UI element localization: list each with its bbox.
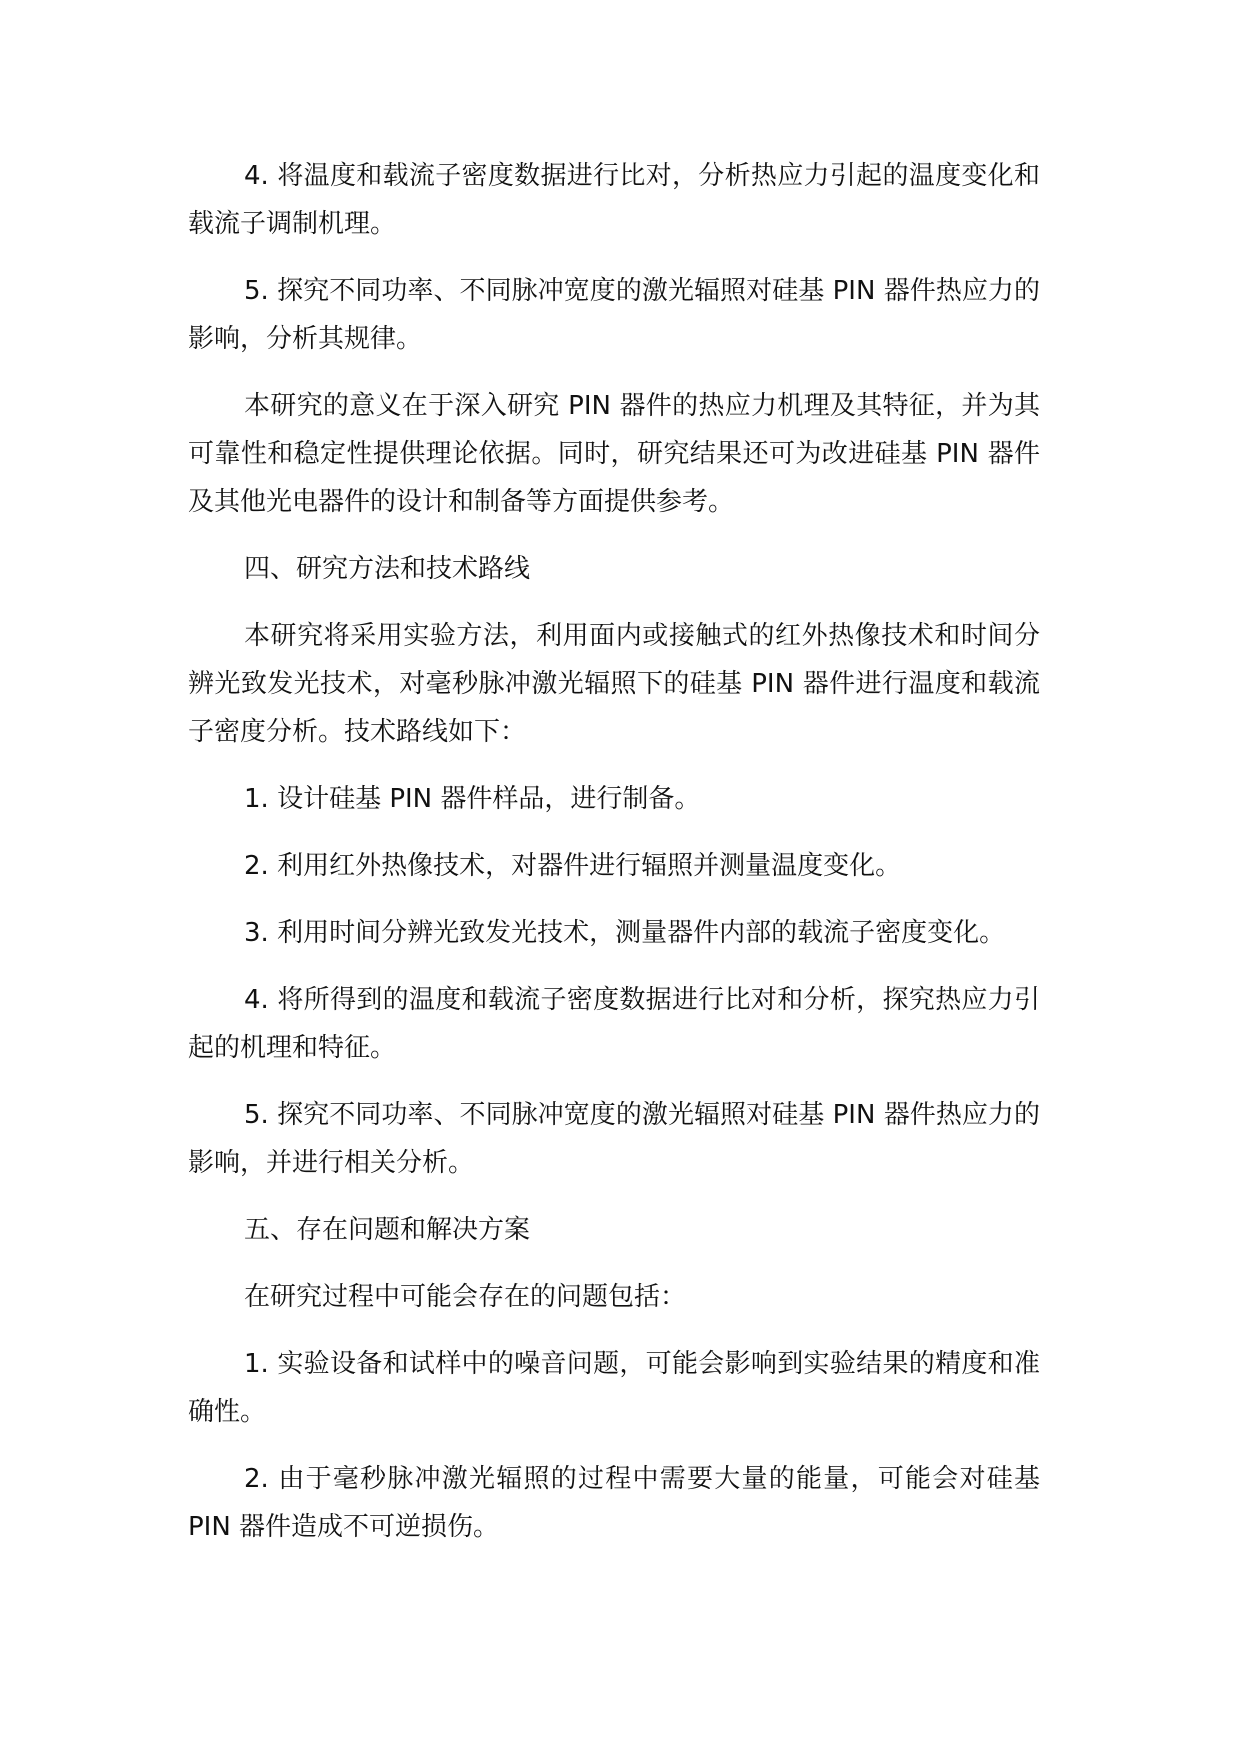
paragraph-problem-2: 2. 由于毫秒脉冲激光辐照的过程中需要大量的能量，可能会对硅基 PIN 器件造成不可逆损伤。	[188, 1464, 1040, 1542]
paragraph-route-step-2: 2. 利用红外热像技术，对器件进行辐照并测量温度变化。	[244, 851, 902, 881]
paragraph-list-item-4: 4. 将温度和载流子密度数据进行比对，分析热应力引起的温度变化和载流子调制机理。	[188, 161, 1040, 239]
paragraph-problems-intro: 在研究过程中可能会存在的问题包括：	[244, 1282, 687, 1312]
paragraph-route-step-1: 1. 设计硅基 PIN 器件样品，进行制备。	[244, 784, 701, 814]
document-body	[188, 152, 1040, 1570]
paragraph-route-step-4: 4. 将所得到的温度和载流子密度数据进行比对和分析，探究热应力引起的机理和特征。	[188, 985, 1040, 1063]
paragraph-methods-intro: 本研究将采用实验方法，利用面内或接触式的红外热像技术和时间分辨光致发光技术，对毫秒脉冲激光辐照下的硅基 PIN 器件进行温度和载流子密度分析。技术路线如下：	[188, 621, 1040, 747]
paragraph-problem-1: 1. 实验设备和试样中的噪音问题，可能会影响到实验结果的精度和准确性。	[188, 1349, 1040, 1427]
section-heading-problems: 五、存在问题和解决方案	[244, 1215, 531, 1245]
paragraph-route-step-5: 5. 探究不同功率、不同脉冲宽度的激光辐照对硅基 PIN 器件热应力的影响，并进行相关分析。	[188, 1100, 1040, 1178]
paragraph-route-step-3: 3. 利用时间分辨光致发光技术，测量器件内部的载流子密度变化。	[244, 918, 1006, 948]
section-heading-methods: 四、研究方法和技术路线	[244, 554, 531, 584]
paragraph-research-significance: 本研究的意义在于深入研究 PIN 器件的热应力机理及其特征，并为其可靠性和稳定性提供理论依据。同时，研究结果还可为改进硅基 PIN 器件及其他光电器件的设计和制备等方面提供参考。	[188, 391, 1040, 517]
paragraph-list-item-5: 5. 探究不同功率、不同脉冲宽度的激光辐照对硅基 PIN 器件热应力的影响，分析其规律。	[188, 276, 1040, 354]
